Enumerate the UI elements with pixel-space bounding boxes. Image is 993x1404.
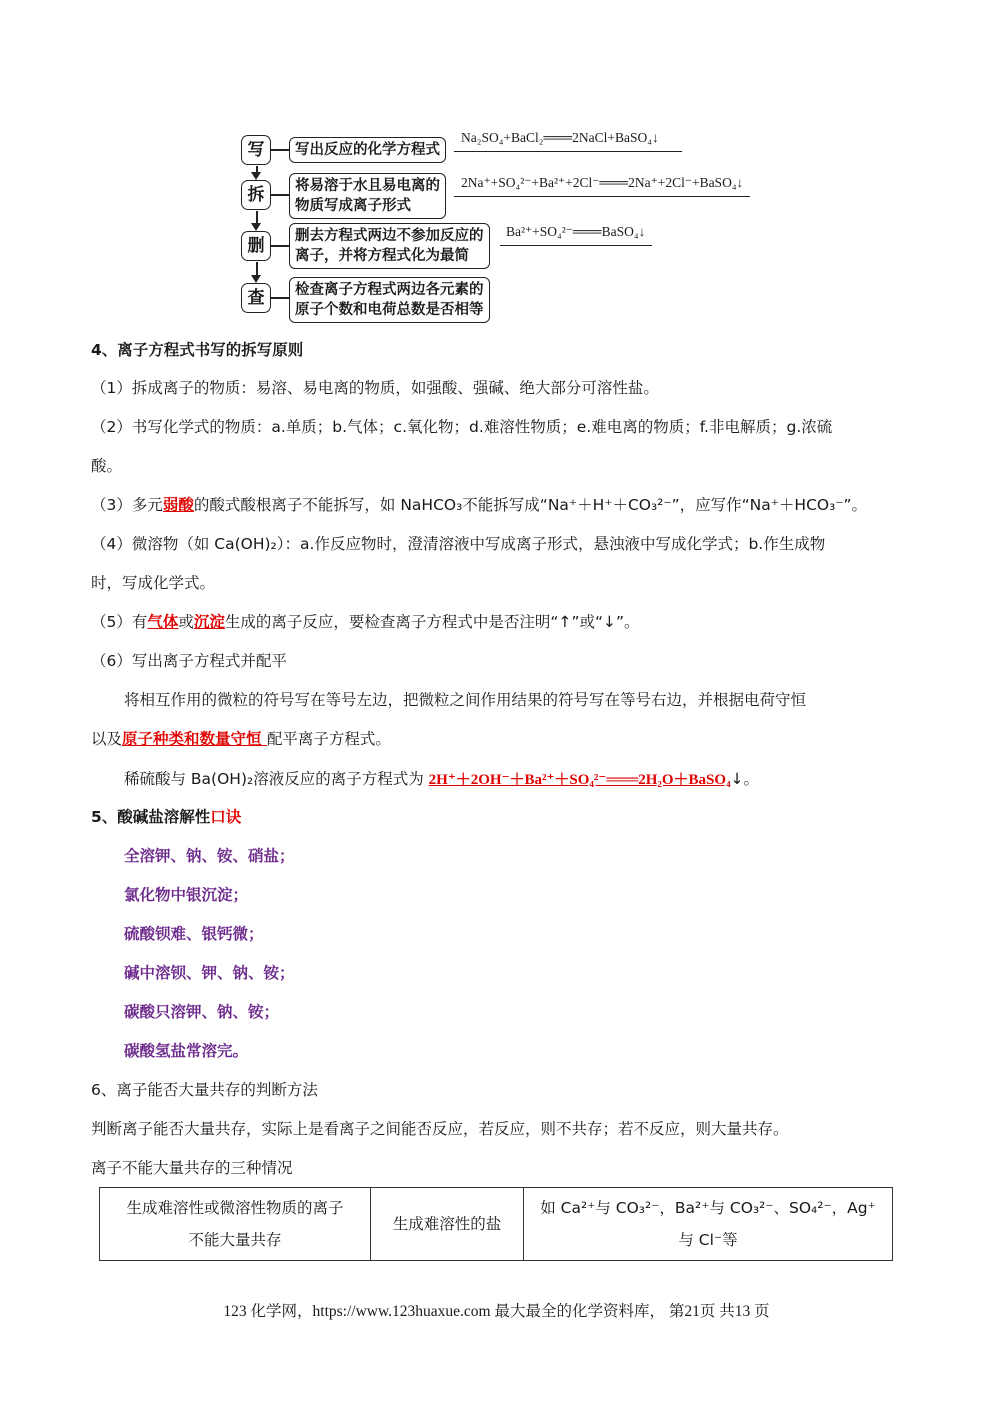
step-write-desc: 写出反应的化学方程式 [289,137,446,163]
flow-connector [271,149,289,151]
sec4-p4b: 时，写成化学式。 [91,574,216,592]
step-split-desc: 将易溶于水且易电离的 物质写成离子形式 [289,173,446,219]
section-5-title: 5、酸碱盐溶解性口诀 [91,808,242,826]
table-cell: 生成难溶性的盐 [371,1188,524,1261]
eq-delete: Ba²⁺+SO₄²⁻═══BaSO₄↓ [506,224,646,239]
sec4-p2a: （2）书写化学式的物质：a.单质；b.气体；c.氧化物；d.难溶性物质；e.难电离的物质；f.非电解质；g.浓硫 [91,418,833,436]
coexistence-table [99,1187,893,1261]
eq-underline [454,151,682,152]
sec4-p6: （6）写出离子方程式并配平 [91,652,287,670]
mnemonic-line: 硫酸钡难、银钙微； [124,925,264,943]
sec4-p1: （1）拆成离子的物质：易溶、易电离的物质，如强酸、强碱、绝大部分可溶性盐。 [91,379,659,397]
step-split-box [241,180,271,210]
flow-connector [271,297,289,299]
table-row [100,1188,893,1261]
mnemonic-line: 碱中溶钡、钾、钠、铵； [124,964,295,982]
step-delete-char: 删 [247,236,265,256]
arrow-down-icon [251,275,261,283]
mnemonic-line: 碳酸只溶钾、钠、铵； [124,1003,280,1021]
page-footer: 123 化学网，https://www.123huaxue.com 最大最全的化学资料库， 第21页 共13 页 [223,1303,770,1320]
eq-write: Na₂SO₄+BaCl₂═══2NaCl+BaSO₄↓ [461,130,659,145]
sec4-p8: 稀硫酸与 Ba(OH)₂溶液反应的离子方程式为 2H⁺＋2OH⁻＋Ba²⁺＋SO₄²⁻═══2H₂O＋BaSO₄↓。 [124,770,760,788]
table-cell: 如 Ca²⁺与 CO₃²⁻，Ba²⁺与 CO₃²⁻、SO₄²⁻，Ag⁺ 与 Cl⁻等 [524,1188,893,1261]
eq-underline [500,245,652,246]
step-check-char: 查 [247,288,265,308]
sec6-p2: 离子不能大量共存的三种情况 [91,1159,293,1177]
sec4-p7b: 以及原子种类和数量守恒 配平离子方程式。 [91,730,391,748]
step-check-box [241,283,271,313]
table-cell: 生成难溶性或微溶性物质的离子 不能大量共存 [100,1188,371,1261]
arrow-down-icon [251,172,261,180]
sec4-p3: （3）多元弱酸的酸式酸根离子不能拆写，如 NaHCO₃不能拆写成“Na⁺＋H⁺＋CO₃²⁻”，应写作“Na⁺＋HCO₃⁻”。 [91,496,868,514]
flow-connector [271,194,289,196]
sec4-p4a: （4）微溶物（如 Ca(OH)₂）：a.作反应物时，澄清溶液中写成离子形式，悬浊液中写成化学式；b.作生成物 [91,535,826,553]
sec4-p5: （5）有气体或沉淀生成的离子反应，要检查离子方程式中是否注明“↑”或“↓”。 [91,613,640,631]
mnemonic-line: 碳酸氢盐常溶完。 [124,1042,249,1060]
step-write-box [241,135,271,165]
step-split-char: 拆 [247,185,265,205]
eq-split: 2Na⁺+SO₄²⁻+Ba²⁺+2Cl⁻═══2Na⁺+2Cl⁻+BaSO₄↓ [461,175,744,190]
mnemonic-line: 全溶钾、钠、铵、硝盐； [124,847,295,865]
section-4-title: 4、离子方程式书写的拆写原则 [91,341,304,359]
step-delete-desc: 删去方程式两边不参加反应的 离子，并将方程式化为最简 [289,223,490,269]
mnemonic-line: 氯化物中银沉淀； [124,886,249,904]
sec4-p7a: 将相互作用的微粒的符号写在等号左边，把微粒之间作用结果的符号写在等号右边，并根据电荷守恒 [124,691,807,709]
sec6-p1: 判断离子能否大量共存，实际上是看离子之间能否反应，若反应，则不共存；若不反应，则大量共存。 [91,1120,789,1138]
flow-connector [271,245,289,247]
arrow-down-icon [251,223,261,231]
eq-underline [454,196,750,197]
step-write-char: 写 [247,140,265,160]
step-delete-box [241,231,271,261]
step-check-desc: 检查离子方程式两边各元素的 原子个数和电荷总数是否相等 [289,277,490,323]
sec4-p2b: 酸。 [91,457,123,475]
section-6-title: 6、离子能否大量共存的判断方法 [91,1081,318,1099]
